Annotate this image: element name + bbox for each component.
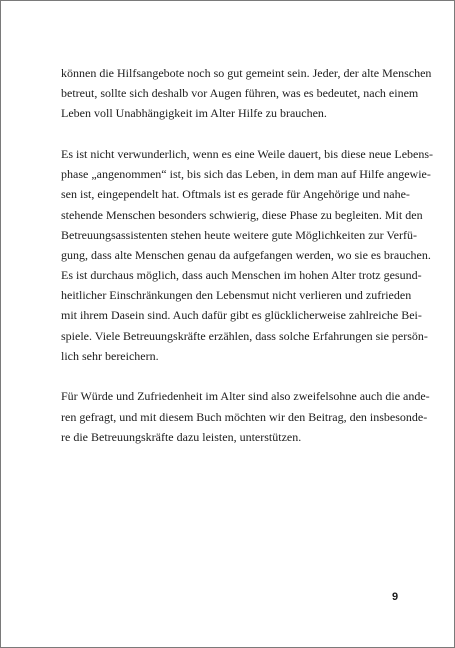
text-line: betreut, sollte sich deshalb vor Augen führen, was es bedeutet, nach einem	[61, 86, 419, 101]
text-line: sen ist, eingependelt hat. Oftmals ist es gerade für Angehörige und nahe-	[61, 187, 410, 202]
page-number: 9	[392, 591, 399, 603]
paragraph-gap	[61, 366, 405, 386]
paragraph-3	[61, 386, 430, 447]
text-line: Betreuungsassistenten stehen heute weitere gute Möglichkeiten zur Verfü-	[61, 227, 417, 242]
body-text	[61, 63, 434, 447]
text-line: mit ihrem Dasein sind. Auch dafür gibt es glücklicherweise zahlreiche Bei-	[61, 308, 422, 323]
paragraph-2	[61, 144, 434, 366]
text-line: Leben voll Unabhängigkeit im Alter Hilfe zu brauchen.	[61, 106, 327, 121]
text-line: Es ist durchaus möglich, dass auch Menschen im hohen Alter trotz gesund-	[61, 268, 422, 283]
text-line: ren gefragt, und mit diesem Buch möchten wir den Beitrag, den insbesonde-	[61, 409, 428, 424]
text-line: phase „angenommen“ ist, bis sich das Leben, in dem man auf Hilfe angewie-	[61, 167, 431, 182]
text-line: können die Hilfsangebote noch so gut gemeint sein. Jeder, der alte Menschen	[61, 66, 432, 80]
text-line: stehende Menschen besonders schwierig, diese Phase zu begleiten. Mit den	[61, 207, 423, 222]
text-line: spiele. Viele Betreuungskräfte erzählen, dass solche Erfahrungen sie persön-	[61, 328, 428, 343]
text-line: lich sehr bereichern.	[61, 348, 159, 363]
paragraph-1	[61, 63, 432, 124]
text-line: re die Betreuungskräfte dazu leisten, unterstützen.	[61, 429, 302, 444]
paragraph-gap	[61, 124, 405, 144]
text-line: heitlicher Einschränkungen den Lebensmut nicht verlieren und zufrieden	[61, 288, 412, 303]
text-line: gung, dass alte Menschen genau da aufgefangen werden, wo sie es brauchen.	[61, 247, 431, 262]
text-line: Es ist nicht verwunderlich, wenn es eine Weile dauert, bis diese neue Lebens-	[61, 146, 434, 161]
text-line: Für Würde und Zufriedenheit im Alter sind also zweifelsohne auch die ande-	[61, 389, 430, 404]
